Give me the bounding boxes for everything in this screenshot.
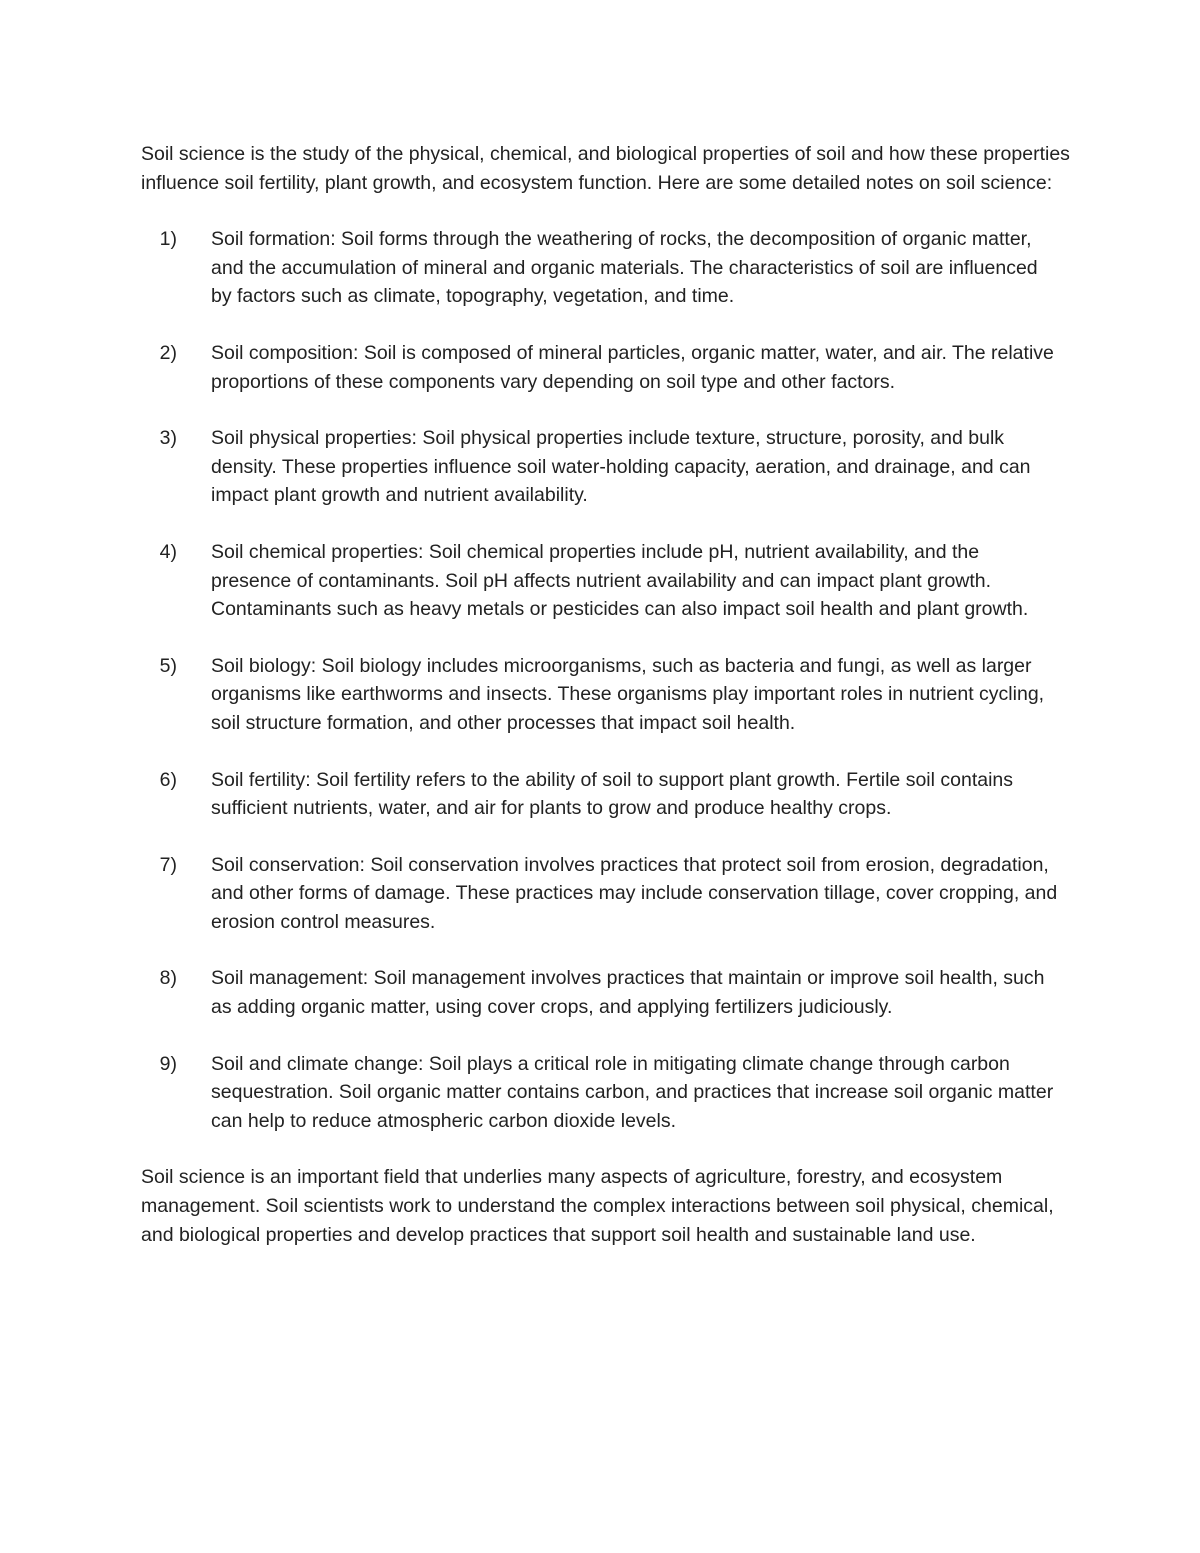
list-item-text: Soil management: Soil management involves practices that maintain or improve soil health, such as adding organic matter, using cover crops, and applying fertilizers judiciously. — [211, 967, 1045, 1019]
conclusion-paragraph: Soil science is an important field that underlies many aspects of agriculture, forestry, and ecosystem management. Soil scientists work to understand the complex interactions between soil physical, chemical, and biological properties and develop practices that support soil health and sustainable land use. — [141, 1166, 1054, 1246]
list-item-text: Soil and climate change: Soil plays a critical role in mitigating climate change through carbon sequestration. Soil organic matter contains carbon, and practices that increase soil organic matter can help to reduce atmospheric carbon dioxide levels. — [211, 1052, 1054, 1132]
list-item-number: 1) — [159, 228, 177, 251]
list-item-number: 9) — [159, 1052, 177, 1075]
list-item-number: 4) — [159, 540, 177, 563]
list-item — [141, 964, 1071, 1021]
list-item-text: Soil conservation: Soil conservation involves practices that protect soil from erosion, degradation, and other forms of damage. These practices may include conservation tillage, cover cropping, and erosion control measures. — [211, 853, 1058, 933]
list-item — [141, 652, 1071, 738]
list-item — [141, 851, 1071, 937]
list-item — [141, 766, 1071, 823]
list-item-text: Soil physical properties: Soil physical properties include texture, structure, porosity, and bulk density. These properties influence soil water-holding capacity, aeration, and drainage, and can impact plant growth and nutrient availability. — [211, 427, 1031, 507]
list-item-number: 6) — [159, 768, 177, 791]
list-item-text: Soil formation: Soil forms through the weathering of rocks, the decomposition of organic matter, and the accumulation of mineral and organic materials. The characteristics of soil are influenced by factors such as climate, topography, vegetation, and time. — [211, 228, 1038, 308]
list-item-number: 8) — [159, 967, 177, 990]
list-item-text: Soil composition: Soil is composed of mineral particles, organic matter, water, and air. The relative proportions of these components vary depending on soil type and other factors. — [211, 341, 1054, 393]
list-item — [141, 1050, 1071, 1136]
list-item-number: 7) — [159, 853, 177, 876]
numbered-list — [141, 225, 1071, 1135]
intro-paragraph: Soil science is the study of the physical, chemical, and biological properties of soil and how these properties influence soil fertility, plant growth, and ecosystem function. Here are some detailed notes on soil science: — [141, 143, 1070, 194]
list-item — [141, 538, 1071, 624]
list-item — [141, 225, 1071, 311]
list-item — [141, 339, 1071, 396]
list-item-number: 2) — [159, 341, 177, 364]
list-item-text: Soil biology: Soil biology includes microorganisms, such as bacteria and fungi, as well as larger organisms like earthworms and insects. These organisms play important roles in nutrient cycling, soil structure formation, and other processes that impact soil health. — [211, 654, 1045, 734]
list-item-text: Soil chemical properties: Soil chemical properties include pH, nutrient availability, and the presence of contaminants. Soil pH affects nutrient availability and can impact plant growth. Contaminants such as heavy metals or pesticides can also impact soil health and plant growth. — [211, 540, 1029, 621]
list-item-number: 5) — [159, 654, 177, 677]
list-item — [141, 424, 1071, 510]
list-item-number: 3) — [159, 427, 177, 450]
list-item-text: Soil fertility: Soil fertility refers to the ability of soil to support plant growth. Fertile soil contains sufficient nutrients, water, and air for plants to grow and produce healthy crops. — [211, 768, 1014, 820]
document-page — [141, 140, 1071, 1249]
